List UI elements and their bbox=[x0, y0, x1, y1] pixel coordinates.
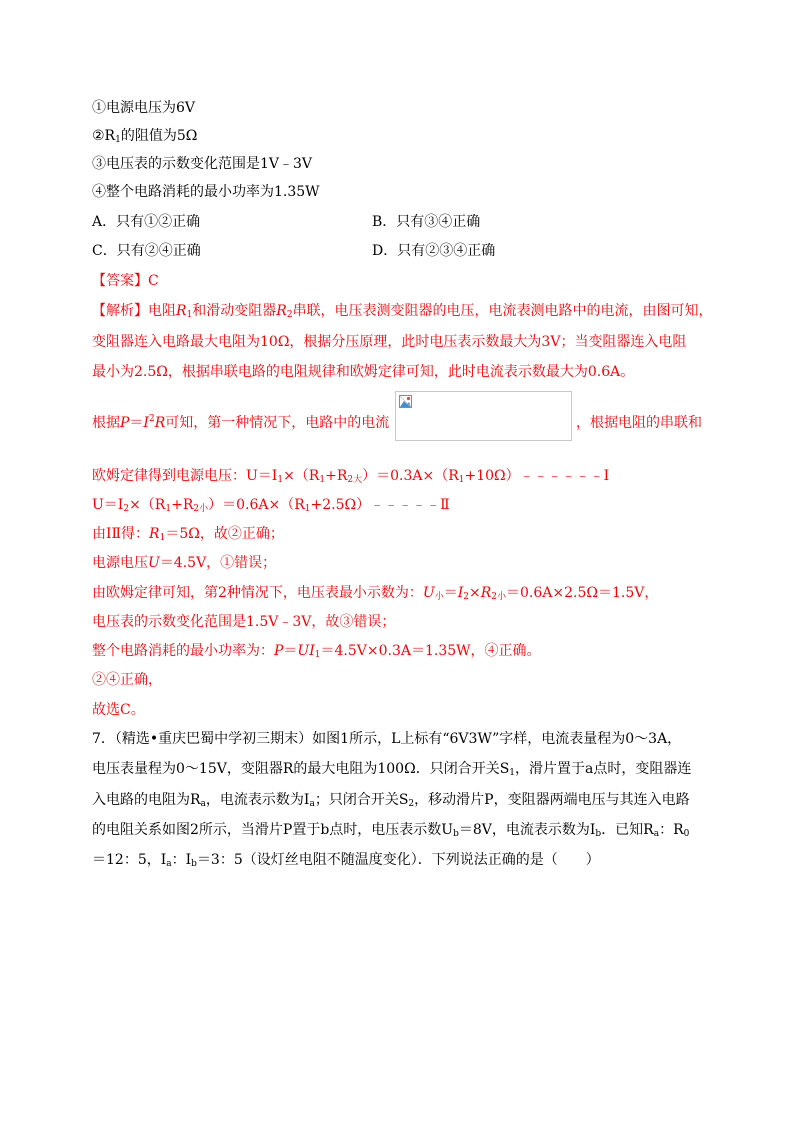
analysis-line-1: 【解析】电阻$R_1$和滑动变阻器$R_2$串联，电压表测变阻器的电压，电流表测电路中的电流，由图可知， bbox=[92, 303, 713, 320]
analysis-line-3: 最小为2.5Ω，根据串联电路的电阻规律和欧姆定律可知，此时电流表示数最大为0.6A。 bbox=[92, 364, 635, 380]
question7-line-5: ＝12：5，$I_a$：$I_b=3$：5（设灯丝电阻不随温度变化）．下列说法正确的是（ ） bbox=[92, 852, 600, 869]
analysis-line-9: 由欧姆定律可知，第2种情况下，电压表最小示数为：$U_小=I_2\times R_{2小}=0.6A\times 2.5\Omega=1.5V$， bbox=[92, 585, 659, 602]
question7-line-2: 电压表量程为0～15V，变阻器R的最大电阻为100Ω．只闭合开关$S_1$，滑片置于a点时，变阻器连 bbox=[92, 761, 692, 778]
option-a: A．只有①②正确 bbox=[92, 214, 201, 230]
question7-line-4: 的电阻关系如图2所示，当滑片P置于b点时，电压表示数$U_b=8V$，电流表示数为$I_b$．已知$R_a$：$R_0$ bbox=[92, 822, 690, 839]
analysis-line-2: 变阻器连入电路最大电阻为10Ω，根据分压原理，此时电压表示数最大为3V；当变阻器连入电阻 bbox=[92, 334, 687, 350]
statement-3: ③电压表的示数变化范围是1V﹣3V bbox=[92, 156, 313, 172]
analysis-line-4-left: 根据$P=I^2R$可知，第一种情况下，电路中的电流 bbox=[92, 414, 390, 431]
question7-line-1: 7．（精选•重庆巴蜀中学初三期末）如图1所示，L上标有“6V3W”字样，电流表量程为0～3A， bbox=[92, 731, 682, 747]
answer-value: C bbox=[148, 273, 159, 289]
statement-1: ①电源电压为6V bbox=[92, 100, 196, 116]
analysis-line-11: 整个电路消耗的最小功率为：$P=UI_1=4.5V\times 0.3A=1.35W$，④正确。 bbox=[92, 643, 541, 660]
formula-image-placeholder bbox=[395, 391, 572, 441]
analysis-line-6: $U=I_2\times(R_1+R_{2小})=0.6A\times(R_1+2.5\Omega)﹣﹣﹣﹣﹣Ⅱ$ bbox=[92, 497, 450, 514]
broken-image-icon bbox=[399, 395, 412, 408]
analysis-line-7: 由ⅠⅡ得：$R_1=5\Omega$，故②正确； bbox=[92, 526, 284, 543]
analysis-line-12: ②④正确， bbox=[92, 672, 162, 688]
statement-2: $②R_1$的阻值为5Ω bbox=[92, 128, 198, 145]
analysis-line-4-right: ，根据电阻的串联和 bbox=[576, 415, 702, 431]
answer-line bbox=[92, 271, 159, 291]
analysis-line-10: 电压表的示数变化范围是1.5V﹣3V，故③错误； bbox=[92, 614, 396, 630]
question7-line-3: 入电路的电阻为$R_a$，电流表示数为$I_a$；只闭合开关$S_2$，移动滑片P，变阻器两端电压与其连入电路 bbox=[92, 792, 690, 809]
analysis-line-5: 欧姆定律得到电源电压：$U=I_1\times(R_1+R_{2大})=0.3A\times(R_1+10\Omega)﹣﹣﹣﹣﹣﹣Ⅰ$ bbox=[92, 468, 610, 485]
statement-4: ④整个电路消耗的最小功率为1.35W bbox=[92, 184, 320, 200]
analysis-label: 【解析】 bbox=[92, 303, 148, 319]
answer-label: 【答案】 bbox=[92, 273, 148, 289]
option-b: B．只有③④正确 bbox=[372, 214, 481, 230]
option-d: D．只有②③④正确 bbox=[372, 243, 496, 259]
analysis-line-8: 电源电压U＝4.5V，①错误； bbox=[92, 555, 277, 571]
option-c: C．只有②④正确 bbox=[92, 243, 201, 259]
analysis-line-13: 故选C。 bbox=[92, 702, 145, 718]
